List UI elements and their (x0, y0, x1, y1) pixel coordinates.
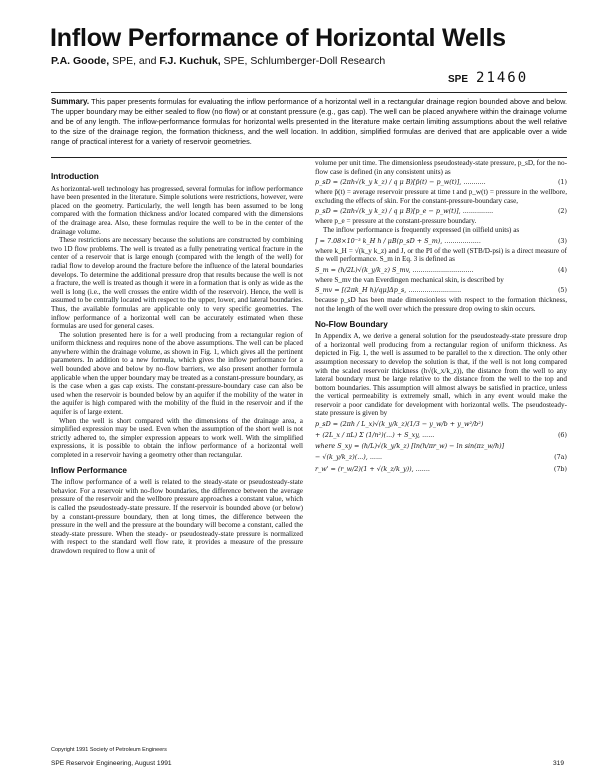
paper-title: Inflow Performance of Horizontal Wells (50, 24, 506, 52)
rule-bottom (51, 157, 567, 158)
right-column (315, 159, 567, 475)
spe-handwritten-number: 21460 (476, 70, 529, 86)
equation-1: p_sD = (2πh√(k_y k_z) / q μ B)[p̄(t) − p_w(t)], ........... (1) (315, 178, 567, 187)
paragraph: where p̄(t) = average reservoir pressure at time t and p_w(t) = pressure in the wellbore, excluding the effects of skin. For the constant-pressure-boundary case, (315, 188, 567, 205)
summary-label: Summary. (51, 97, 90, 106)
equation-7a: where S_xy = (h/L)√(k_y/k_z) [ln(h/πr_w) − ln sin(πz_w/h)] − √(k_y/k_z)(...), ...... (7a) (315, 441, 567, 461)
spe-paper-number (448, 70, 528, 86)
paragraph: volume per unit time. The dimensionless pseudosteady-state pressure, p_sD, for the no-flow case is defined (in any consistent units) as (315, 159, 567, 176)
page-number: 319 (553, 760, 565, 767)
paragraph: because p_sD has been made dimensionless with respect to the formation thickness, not the length of the well over which the pressure drop owing to skin occurs. (315, 296, 567, 313)
equation-5: S_mv = [(2πk_H h)/qμ]Δp_s, .......................... (5) (315, 286, 567, 295)
section-heading-introduction: Introduction (51, 172, 99, 181)
summary-text: This paper presents formulas for evaluating the inflow performance of a horizontal well in a rectangular drainage region bounded above and below. The upper boundary may be either sealed to flow (no flow) or at constant pressure (e.g., gas cap). The well can be placed anywhere within the drainage volume and be of any length. The inflow-performance formulas for horizontal wells presented in the literature make certain limiting assumptions about the well relative to the size of the drainage region, the formation thickness, and the well location. In addition, simplified formulas are derived that are applicable over a wide range of practical interest for a variety of reservoir geometries. (51, 97, 567, 146)
equation-2: p_sD = (2πh√(k_y k_z) / q μ B)[p_e − p_w(t)], ............... (2) (315, 207, 567, 216)
spe-label: SPE (448, 74, 469, 85)
section-heading-no-flow-boundary: No-Flow Boundary (315, 319, 388, 329)
paragraph: In Appendix A, we derive a general solution for the pseudosteady-state pressure drop of a horizontal well producing from a rectangular region of uniform thickness. As depicted in Fig. 1, the well is assumed to be parallel to the x direction. The only other assumption necessary to develop the solution is that, if the well is not long compared with the scaled reservoir thickness (h√(k_x/k_z)), the distance from the well to any lateral boundary must be large relative to the distance from the well to the top and bottom boundaries. This assumption will almost always be satisfied in practice, unless the vertical permeability is extremely small, which in any event would make the reservoir a poor candidate for development with horizontal wells. The pseudosteady-state pressure is given by (315, 332, 567, 418)
rule-top (51, 92, 567, 93)
equation-6: p_sD = (2πh / L_x)√(k_y/k_z)(1/3 − y_w/b + y_w²/b²) + (2L_x / πL) Σ (1/n²)(...) + S_xy, ...... (6) (315, 420, 567, 439)
paragraph: The inflow performance is frequently expressed (in oilfield units) as (323, 225, 520, 234)
copyright-notice: Copyright 1991 Society of Petroleum Engineers (51, 747, 167, 753)
author-2: F.J. Kuchuk, (159, 55, 221, 67)
paragraph: These restrictions are necessary because the solutions are constructed by combining two 1D flow problems. The well is treated as a fully penetrating vertical fracture in the center of a reservoir that is large enough (compared with the length of the well) for radial flow to develop around the fracture before the influence of the lateral boundaries develops. To determine the additional pressure drop that results because the well is not a fracture, the well is treated as though it were in a formation that is only as wide as the well is long (i.e., the well crosses the entire width of the reservoir). Hence, the well is assumed to be centrally located with respect to the upper, lower, and lateral boundaries. Thus, the available formulas are applicable only to very specific geometries. The inflow performance of a horizontal well can be accurately estimated when these formulas are used for general cases. (51, 236, 303, 331)
paragraph: When the well is short compared with the dimensions of the drainage area, a simplified expression may be used. Even when the assumption of the short well is not strictly adhered to, the simpler expression appears to work well. With the simplified expressions, it is possible to obtain the inflow performance of a horizontal well completed in a reservoir having a geometry other than rectangular. (51, 416, 303, 459)
paragraph: where k_H = √(k_y k_z) and J, or the PI of the well (STB/D-psi) is a direct measure of the well performance. S_m in Eq. 3 is defined as (315, 246, 567, 264)
section-heading-inflow-performance: Inflow Performance (51, 465, 127, 475)
left-column (51, 166, 303, 556)
paragraph: where p_e = pressure at the constant-pressure boundary. (315, 217, 477, 226)
equation-4: S_m = (h/2L)√(k_y/k_z) S_mv, .............................. (4) (315, 265, 567, 274)
summary-block (51, 97, 567, 147)
author-1: P.A. Goode, (51, 55, 110, 67)
author-affil-1: SPE, and (109, 55, 160, 67)
paragraph: As horizontal-well technology has progressed, several formulas for inflow performance have been presented in the literature. Simple solutions were restrictions, however, were placed on the geometry. Particularly, the well length has been assumed to be long compared with the formation thickness and/or located compared with the dimensions of the drainage area. Also, these formulas require the well to be in the center of the drainage volume. (51, 184, 303, 236)
paragraph: The inflow performance of a well is related to the steady-state or pseudosteady-state behavior. For a reservoir with no-flow boundaries, the difference between the average pressure of the reservoir and the wellbore pressure approaches a constant value, which is called the pseudosteady-state pressure. If the reservoir is bounded above (or below) by a constant-pressure boundary, then at long times, the difference between the pressure in the well and the pressure at the boundary will become a constant, called the steady-state pressure. When the steady- or pseudosteady-state pressure is normalized with respect to the standard well flow rate, it provides a measure of the pressure drawdown required to flow a unit of (51, 478, 303, 555)
author-affil-2: SPE, Schlumberger-Doll Research (220, 55, 386, 67)
journal-footer: SPE Reservoir Engineering, August 1991 (51, 760, 172, 767)
paragraph: The solution presented here is for a well producing from a rectangular region of uniform thickness and requires none of the above assumptions. The well can be placed anywhere within the drainage volume, as shown in Fig. 1, which gives all the pertinent parameters. In addition to a new formula, which gives the inflow performance for a well bounded above and below by no-flow barriers, we also present another formula applicable when the upper boundary may be treated as a constant-pressure boundary, as is the case when a gas cap exists. The constant-pressure-boundary case can also be used when the reservoir is bounded below by an aquifer if the mobility of the water in the aquifer is high compared with the mobility of the fluid in the reservoir and if the aquifer is of large extent. (51, 330, 303, 417)
equation-3: J = 7.08×10⁻³ k_H h / μB(p_sD + S_m), .................. (3) (315, 236, 567, 245)
paragraph: where S_mv the van Everdingen mechanical skin, is described by (315, 275, 504, 284)
equation-7b: r_w' = (r_w/2)(1 + √(k_z/k_y)), ....... (7b) (315, 464, 567, 473)
authors-line (51, 55, 385, 67)
